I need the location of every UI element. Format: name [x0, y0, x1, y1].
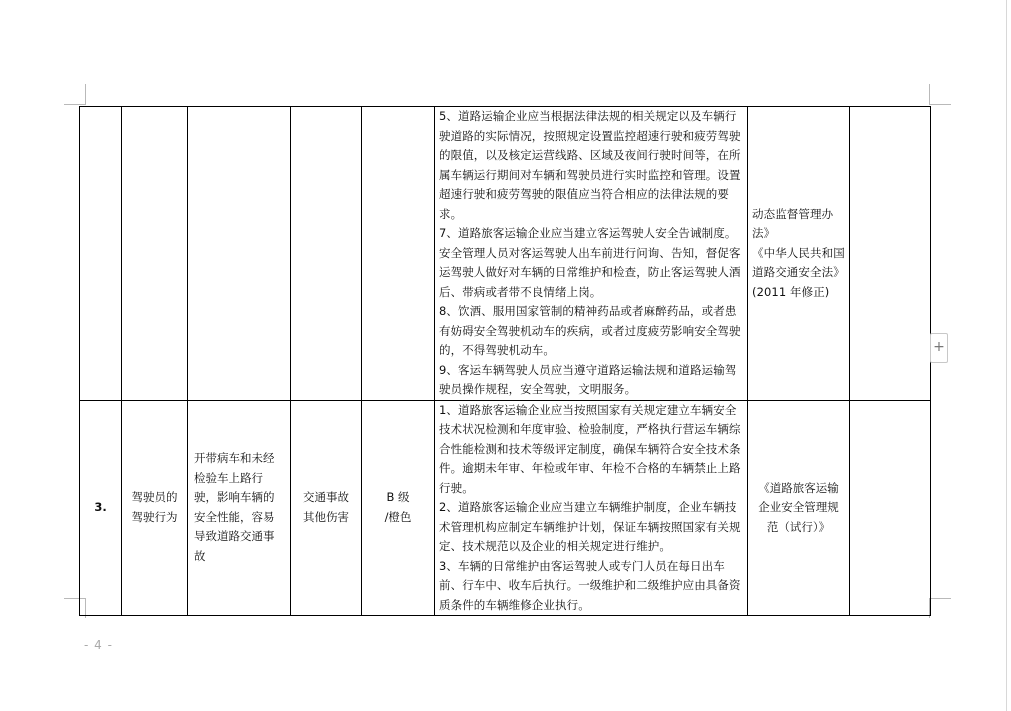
hazard-table	[79, 106, 931, 616]
control-measures	[435, 107, 748, 401]
margin-mark-top-right	[929, 84, 930, 104]
margin-mark-top-left	[64, 104, 86, 105]
risk-level: B 级 /橙色	[362, 400, 435, 616]
measure-paragraph: 1、道路旅客运输企业应当按照国家有关规定建立车辆安全技术状况检测和年度审验、检验制度，严格执行营运车辆综合性能检测和技术等级评定制度，确保车辆符合安全技术条件。逾期未年审、年检或年审、年检不合格的车辆禁止上路行驶。	[439, 402, 741, 495]
measure-paragraph: 8、饮酒、服用国家管制的精神药品或者麻醉药品，或者患有妨碍安全驾驶机动车的疾病，或者过度疲劳影响安全驾驶的，不得驾驶机动车。	[439, 304, 741, 357]
margin-mark-top-left	[85, 84, 86, 104]
row-number: 3.	[80, 400, 122, 616]
remark-cell	[850, 107, 931, 401]
measure-paragraph: 7、道路旅客运输企业应当建立客运驾驶人安全告诫制度。安全管理人员对客运驾驶人出车前进行问询、告知，督促客运驾驶人做好对车辆的日常维护和检查，防止客运驾驶人酒后、带病或者带不良情绪上岗。	[439, 226, 741, 299]
measure-paragraph: 2、道路旅客运输企业应当建立车辆维护制度，企业车辆技术管理机构应制定车辆维护计划，保证车辆按照国家有关规定、技术规范以及企业的相关规定进行维护。	[439, 500, 741, 553]
margin-mark-top-right	[929, 104, 951, 105]
hazard-category: 驾驶员的驾驶行为	[122, 400, 188, 616]
measure-paragraph: 9、客运车辆驾驶人员应当遵守道路运输法规和道路运输驾驶员操作规程，安全驾驶，文明服务。	[439, 362, 737, 396]
remark-cell	[850, 400, 931, 616]
legal-basis: 《道路旅客运输企业安全管理规范（试行）》	[748, 400, 850, 616]
control-measures	[435, 400, 748, 616]
hazard-category	[122, 107, 188, 401]
accident-type: 交通事故其他伤害	[291, 400, 362, 616]
add-icon[interactable]: +	[930, 333, 948, 363]
risk-level	[362, 107, 435, 401]
page-edge	[1006, 0, 1007, 711]
margin-mark-bottom-right	[929, 598, 951, 599]
table-row	[80, 107, 931, 401]
page-number: - 4 -	[84, 638, 113, 652]
hazard-description	[188, 107, 291, 401]
measure-paragraph: 5、道路运输企业应当根据法律法规的相关规定以及车辆行驶道路的实际情况，按照规定设置监控超速行驶和疲劳驾驶的限值，以及核定运营线路、区域及夜间行驶时间等，在所属车辆运行期间对车辆和驾驶员进行实时监控和管理。设置超速行驶和疲劳驾驶的限值应当符合相应的法律法规的要求。	[439, 109, 741, 221]
legal-basis: 动态监督管理办法》 《中华人民共和国道路交通安全法》(2011 年修正)	[748, 107, 850, 401]
hazard-description: 开带病车和未经检验车上路行驶，影响车辆的安全性能，容易导致道路交通事故	[188, 400, 291, 616]
row-number	[80, 107, 122, 401]
accident-type	[291, 107, 362, 401]
measure-paragraph: 3、车辆的日常维护由客运驾驶人或专门人员在每日出车前、行车中、收车后执行。一级维护和二级维护应由具备资质条件的车辆维修企业执行。	[439, 558, 741, 612]
table-row	[80, 400, 931, 616]
